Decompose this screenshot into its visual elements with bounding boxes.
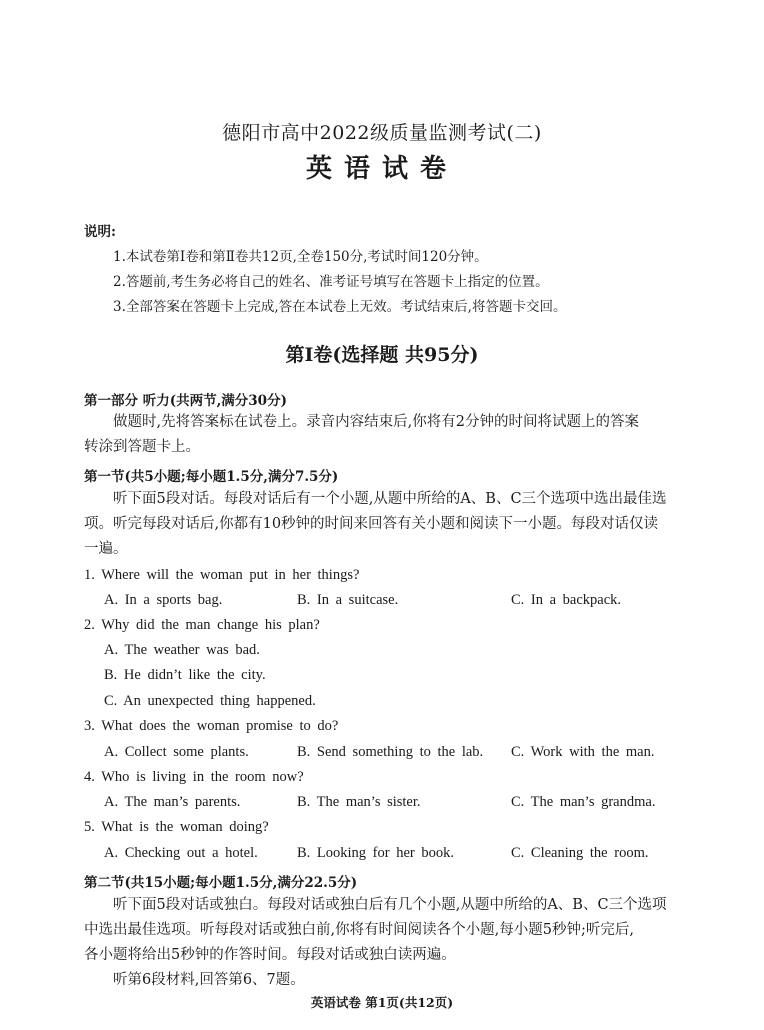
question-text: 2. Why did the man change his plan? (84, 617, 320, 633)
option-c: C. An unexpected thing happened. (104, 693, 316, 709)
option-b: B. The man’s sister. (297, 794, 421, 810)
question-text: 4. Who is living in the room now? (84, 769, 304, 785)
question-text: 1. Where will the woman put in her things? (84, 567, 360, 583)
question-text: 5. What is the woman doing? (84, 819, 269, 835)
option-a: A. The weather was bad. (104, 642, 260, 658)
option-c: C. In a backpack. (511, 592, 622, 608)
option-b: B. He didn’t like the city. (104, 667, 266, 683)
instruction-item: 2.答题前,考生务必将自己的姓名、准考证号填写在答题卡上指定的位置。 (113, 274, 549, 290)
option-a: A. Checking out a hotel. (104, 845, 258, 861)
exam-title: 德阳市高中2022级质量监测考试(二) (222, 122, 542, 144)
option-a: A. In a sports bag. (104, 592, 223, 608)
section1-heading: 第一节(共5小题;每小题1.5分,满分7.5分) (84, 469, 339, 485)
page-footer: 英语试卷 第1页(共12页) (310, 995, 454, 1010)
option-a: A. Collect some plants. (104, 744, 249, 760)
question-text: 3. What does the woman promise to do? (84, 718, 339, 734)
part1-heading: 第一部分 听力(共两节,满分30分) (84, 393, 287, 409)
section2-heading: 第二节(共15小题;每小题1.5分,满分22.5分) (84, 875, 358, 891)
section2-material: 听第6段材料,回答第6、7题。 (113, 972, 305, 988)
option-a: A. The man’s parents. (104, 794, 241, 810)
instruction-item: 1.本试卷第Ⅰ卷和第Ⅱ卷共12页,全卷150分,考试时间120分钟。 (113, 249, 488, 265)
exam-subtitle: 英语试卷 (305, 154, 458, 184)
section1-intro: 项。听完每段对话后,你都有10秒钟的时间来回答有关小题和阅读下一小题。每段对话仅读 (84, 516, 659, 532)
part1-intro: 做题时,先将答案标在试卷上。录音内容结束后,你将有2分钟的时间将试题上的答案 (113, 414, 639, 430)
option-b: B. Looking for her book. (297, 845, 454, 861)
section2-intro: 中选出最佳选项。听每段对话或独白前,你将有时间阅读各个小题,每小题5秒钟;听完后, (84, 922, 634, 938)
part1-intro: 转涂到答题卡上。 (84, 439, 200, 455)
instruction-item: 3.全部答案在答题卡上完成,答在本试卷上无效。考试结束后,将答题卡交回。 (113, 299, 567, 315)
instructions-label: 说明: (84, 224, 116, 240)
section2-intro: 听下面5段对话或独白。每段对话或独白后有几个小题,从题中所给的A、B、C三个选项 (113, 897, 667, 913)
option-b: B. Send something to the lab. (297, 744, 484, 760)
option-c: C. Cleaning the room. (511, 845, 649, 861)
section1-intro: 听下面5段对话。每段对话后有一个小题,从题中所给的A、B、C三个选项中选出最佳选 (113, 491, 667, 507)
section2-intro: 各小题将给出5秒钟的作答时间。每段对话或独白读两遍。 (84, 947, 456, 963)
option-c: C. The man’s grandma. (511, 794, 656, 810)
section1-intro: 一遍。 (84, 541, 128, 557)
option-c: C. Work with the man. (511, 744, 655, 760)
volume-heading: 第Ⅰ卷(选择题 共95分) (285, 344, 479, 366)
option-b: B. In a suitcase. (297, 592, 399, 608)
